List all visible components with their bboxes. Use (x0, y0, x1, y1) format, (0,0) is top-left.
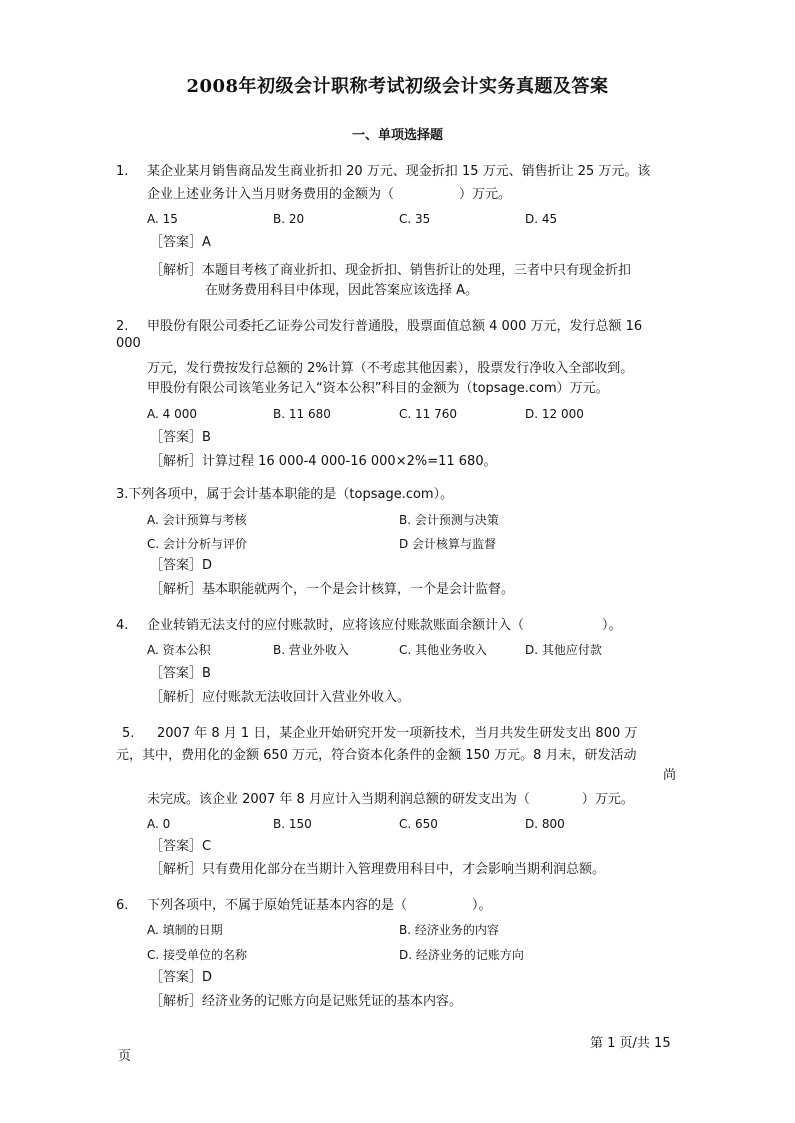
option-b: B. 营业外收入 (273, 643, 349, 657)
option-c: C. 接受单位的名称 (147, 948, 248, 962)
option-d: D. 其他应付款 (525, 643, 602, 657)
option-c: C. 35 (399, 212, 431, 226)
answer-line: ［答案］B (150, 666, 211, 681)
question-text: 甲股份有限公司该笔业务记入“资本公积”科目的金额为（topsage.com）万元。 (147, 381, 609, 396)
option-c: C. 650 (399, 817, 438, 831)
option-d: D 会计核算与监督 (399, 537, 497, 551)
option-a: A. 会计预算与考核 (147, 513, 247, 527)
question-text: 000 (116, 336, 141, 351)
option-b: B. 经济业务的内容 (399, 923, 499, 937)
question-text: 企业上述业务计入当月财务费用的金额为（ ）万元。 (147, 187, 512, 202)
analysis-line: 在财务费用科目中体现，因此答案应该选择 A。 (205, 283, 479, 298)
option-c: C. 其他业务收入 (399, 643, 488, 657)
option-c: C. 会计分析与评价 (147, 537, 248, 551)
question-text: 企业转销无法支付的应付账款时，应将该应付账款账面余额计入（ ）。 (147, 618, 622, 633)
document-title: 2008年初级会计职称考试初级会计实务真题及答案 (186, 76, 609, 97)
question-text: 甲股份有限公司委托乙证券公司发行普通股，股票面值总额 4 000 万元，发行总额 16 (147, 319, 643, 334)
question-number: 5. (122, 726, 135, 741)
option-a: A. 4 000 (147, 407, 197, 421)
option-a: A. 15 (147, 212, 178, 226)
question-number: 4. (116, 618, 129, 633)
answer-line: ［答案］B (150, 430, 211, 445)
option-b: B. 会计预测与决策 (399, 513, 499, 527)
answer-line: ［答案］D (150, 970, 213, 985)
option-a: A. 填制的日期 (147, 923, 223, 937)
option-b: B. 11 680 (273, 407, 331, 421)
analysis-line: ［解析］本题目考核了商业折扣、现金折扣、销售折让的处理，三者中只有现金折扣 (150, 263, 632, 278)
analysis-line: ［解析］计算过程 16 000-4 000-16 000×2%=11 680。 (150, 454, 497, 469)
question-text: 万元，发行费按发行总额的 2%计算（不考虑其他因素），股票发行净收入全部收到。 (147, 361, 634, 376)
page-number: 第 1 页/共 15 (590, 1036, 671, 1051)
option-a: A. 资本公积 (147, 643, 211, 657)
option-d: D. 800 (525, 817, 565, 831)
question-number: 1. (116, 164, 129, 179)
analysis-line: ［解析］只有费用化部分在当期计入管理费用科目中，才会影响当期利润总额。 (150, 862, 606, 877)
question-number: 6. (116, 898, 129, 913)
option-b: B. 20 (273, 212, 305, 226)
question-text: 尚 (663, 768, 677, 783)
section-heading: 一、单项选择题 (351, 128, 443, 143)
analysis-line: ［解析］基本职能就两个，一个是会计核算，一个是会计监督。 (150, 582, 515, 597)
option-d: D. 经济业务的记账方向 (399, 948, 524, 962)
question-text: 未完成。该企业 2007 年 8 月应计入当期利润总额的研发支出为（ ）万元。 (147, 792, 634, 807)
question-text: 2007 年 8 月 1 日，某企业开始研究开发一项新技术，当月共发生研发支出 800 万 (157, 726, 638, 741)
page-number-wrap: 页 (118, 1049, 132, 1064)
analysis-line: ［解析］经济业务的记账方向是记账凭证的基本内容。 (150, 994, 463, 1009)
option-d: D. 45 (525, 212, 558, 226)
answer-line: ［答案］C (150, 839, 212, 854)
answer-line: ［答案］D (150, 558, 213, 573)
option-b: B. 150 (273, 817, 312, 831)
question-number: 2. (116, 319, 129, 334)
question-text: 3.下列各项中，属于会计基本职能的是（topsage.com）。 (116, 487, 454, 502)
question-text: 元，其中，费用化的金额 650 万元，符合资本化条件的金额 150 万元。8 月末，研发活动 (116, 748, 637, 763)
option-d: D. 12 000 (525, 407, 584, 421)
question-text: 下列各项中，不属于原始凭证基本内容的是（ ）。 (147, 898, 492, 913)
analysis-line: ［解析］应付账款无法收回计入营业外收入。 (150, 690, 411, 705)
answer-line: ［答案］A (150, 235, 211, 250)
option-a: A. 0 (147, 817, 171, 831)
option-c: C. 11 760 (399, 407, 457, 421)
question-text: 某企业某月销售商品发生商业折扣 20 万元、现金折扣 15 万元、销售折让 25 万元。该 (147, 164, 651, 179)
